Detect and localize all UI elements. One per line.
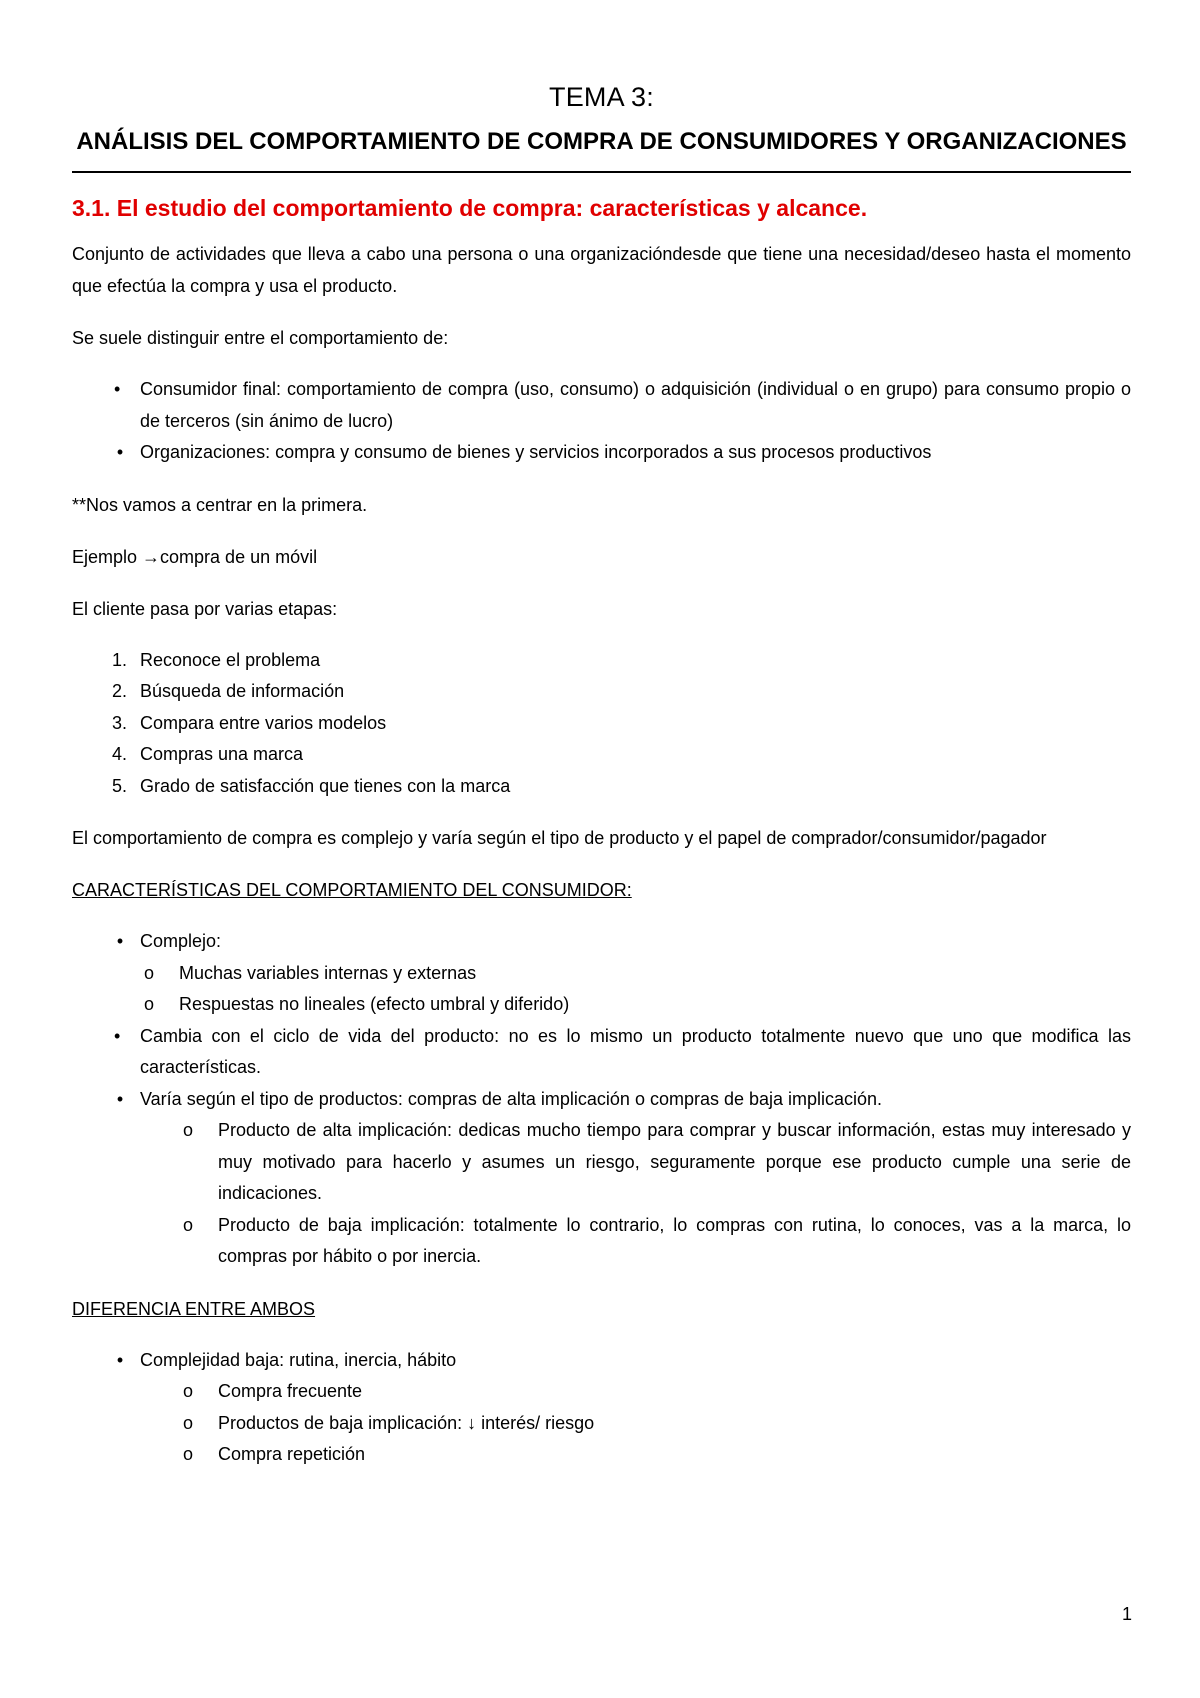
sub-list-item — [72, 1210, 1131, 1273]
list-item-text: Organizaciones: compra y consumo de bienes y servicios incorporados a sus procesos productivos — [140, 442, 932, 462]
list-number: 5. — [112, 775, 128, 796]
complexity-paragraph: El comportamiento de compra es complejo y varía según el tipo de producto y el papel de comprador/consumidor/pagador — [72, 828, 1047, 848]
list-item-text: Muchas variables internas y externas — [179, 962, 477, 983]
note-paragraph: **Nos vamos a centrar en la primera. — [72, 494, 368, 515]
list-item — [72, 739, 1131, 771]
sub-list-item — [72, 1376, 1131, 1408]
distinction-list — [72, 374, 1131, 469]
intro-paragraph: Conjunto de actividades que lleva a cabo una persona o una organizacióndesde que tiene una necesidad/deseo hasta el momento que efectúa la compra y usa el producto. — [72, 244, 1131, 296]
circle-bullet-icon: o — [183, 1412, 194, 1433]
list-item — [72, 1345, 1131, 1377]
example-text: compra de un móvil — [160, 546, 318, 567]
page-title: TEMA 3: — [549, 82, 654, 112]
list-item-text: Compara entre varios modelos — [140, 712, 387, 733]
circle-bullet-icon: o — [183, 1381, 194, 1401]
list-item-text: Grado de satisfacción que tienes con la marca — [140, 775, 511, 796]
stages-intro: El cliente pasa por varias etapas: — [72, 598, 338, 619]
list-item — [72, 1084, 1131, 1116]
circle-bullet-icon: o — [144, 994, 155, 1014]
example-paragraph — [72, 541, 1131, 573]
list-item-text: Compra frecuente — [218, 1381, 363, 1401]
list-item-text: Compra repetición — [218, 1444, 366, 1464]
list-number: 1. — [112, 649, 128, 670]
bullet-icon: • — [116, 931, 124, 951]
list-item-text: Varía según el tipo de productos: compras de alta implicación o compras de baja implicación. — [140, 1088, 883, 1109]
bullet-icon: • — [116, 1088, 124, 1109]
list-item-text: Búsqueda de información — [140, 681, 345, 701]
list-item — [72, 374, 1131, 437]
bullet-icon: • — [114, 1025, 121, 1046]
list-item — [72, 1021, 1131, 1084]
list-item-text: Cambia con el ciclo de vida del producto: no es lo mismo un producto totalmente nuevo que uno que modifica las características. — [140, 1025, 1131, 1077]
list-number: 4. — [112, 744, 128, 764]
bullet-icon: • — [116, 1349, 124, 1370]
bullet-icon: • — [116, 442, 124, 462]
list-number: 3. — [112, 712, 128, 733]
title-divider — [72, 171, 1131, 173]
list-item-text: Productos de baja implicación: ↓ interés/ riesgo — [218, 1412, 595, 1433]
list-item — [72, 708, 1131, 740]
difference-heading: DIFERENCIA ENTRE AMBOS — [72, 1298, 316, 1319]
circle-bullet-icon: o — [183, 1120, 194, 1140]
sub-list-item — [72, 958, 1131, 990]
list-item-text: Producto de alta implicación: dedicas mucho tiempo para comprar y buscar información, estas muy interesado y muy motivado para hacerlo y asumes un riesgo, seguramente porque ese producto cumple una serie de indicaciones. — [218, 1120, 1131, 1203]
characteristics-heading: CARACTERÍSTICAS DEL COMPORTAMIENTO DEL CONSUMIDOR: — [72, 880, 632, 900]
stages-list — [72, 645, 1131, 803]
arrow-right-icon: → — [142, 546, 161, 567]
sub-list-item — [72, 1408, 1131, 1440]
distinction-intro: Se suele distinguir entre el comportamiento de: — [72, 328, 449, 348]
sub-list-item — [72, 1115, 1131, 1210]
list-number: 2. — [112, 681, 128, 701]
list-item-text: Respuestas no lineales (efecto umbral y diferido) — [179, 994, 570, 1014]
list-item-text: Reconoce el problema — [140, 649, 321, 670]
list-item — [72, 645, 1131, 677]
list-item-text: Producto de baja implicación: totalmente lo contrario, lo compras con rutina, lo conoces, vas a la marca, lo compras por hábito o por inercia. — [218, 1214, 1131, 1266]
list-item — [72, 676, 1131, 708]
section-heading: 3.1. El estudio del comportamiento de compra: características y alcance. — [72, 195, 868, 221]
list-item-text: Compras una marca — [140, 744, 304, 764]
sub-list-item — [72, 989, 1131, 1021]
page-content — [72, 72, 1131, 1491]
list-item — [72, 926, 1131, 958]
sub-list-item — [72, 1439, 1131, 1471]
characteristics-list — [72, 926, 1131, 1273]
circle-bullet-icon: o — [144, 962, 155, 983]
list-item — [72, 771, 1131, 803]
circle-bullet-icon: o — [183, 1214, 194, 1235]
example-prefix: Ejemplo — [72, 546, 143, 567]
page-number: 1 — [1121, 1604, 1132, 1624]
difference-list — [72, 1345, 1131, 1471]
page-subtitle: ANÁLISIS DEL COMPORTAMIENTO DE COMPRA DE CONSUMIDORES Y ORGANIZACIONES — [76, 128, 1127, 155]
list-item-text: Complejidad baja: rutina, inercia, hábito — [140, 1349, 457, 1370]
circle-bullet-icon: o — [183, 1444, 194, 1464]
list-item-text: Consumidor final: comportamiento de compra (uso, consumo) o adquisición (individual o en grupo) para consumo propio o de terceros (sin ánimo de lucro) — [140, 379, 1131, 431]
bullet-icon: • — [114, 379, 121, 399]
list-item — [72, 437, 1131, 469]
list-item-text: Complejo: — [140, 931, 222, 951]
